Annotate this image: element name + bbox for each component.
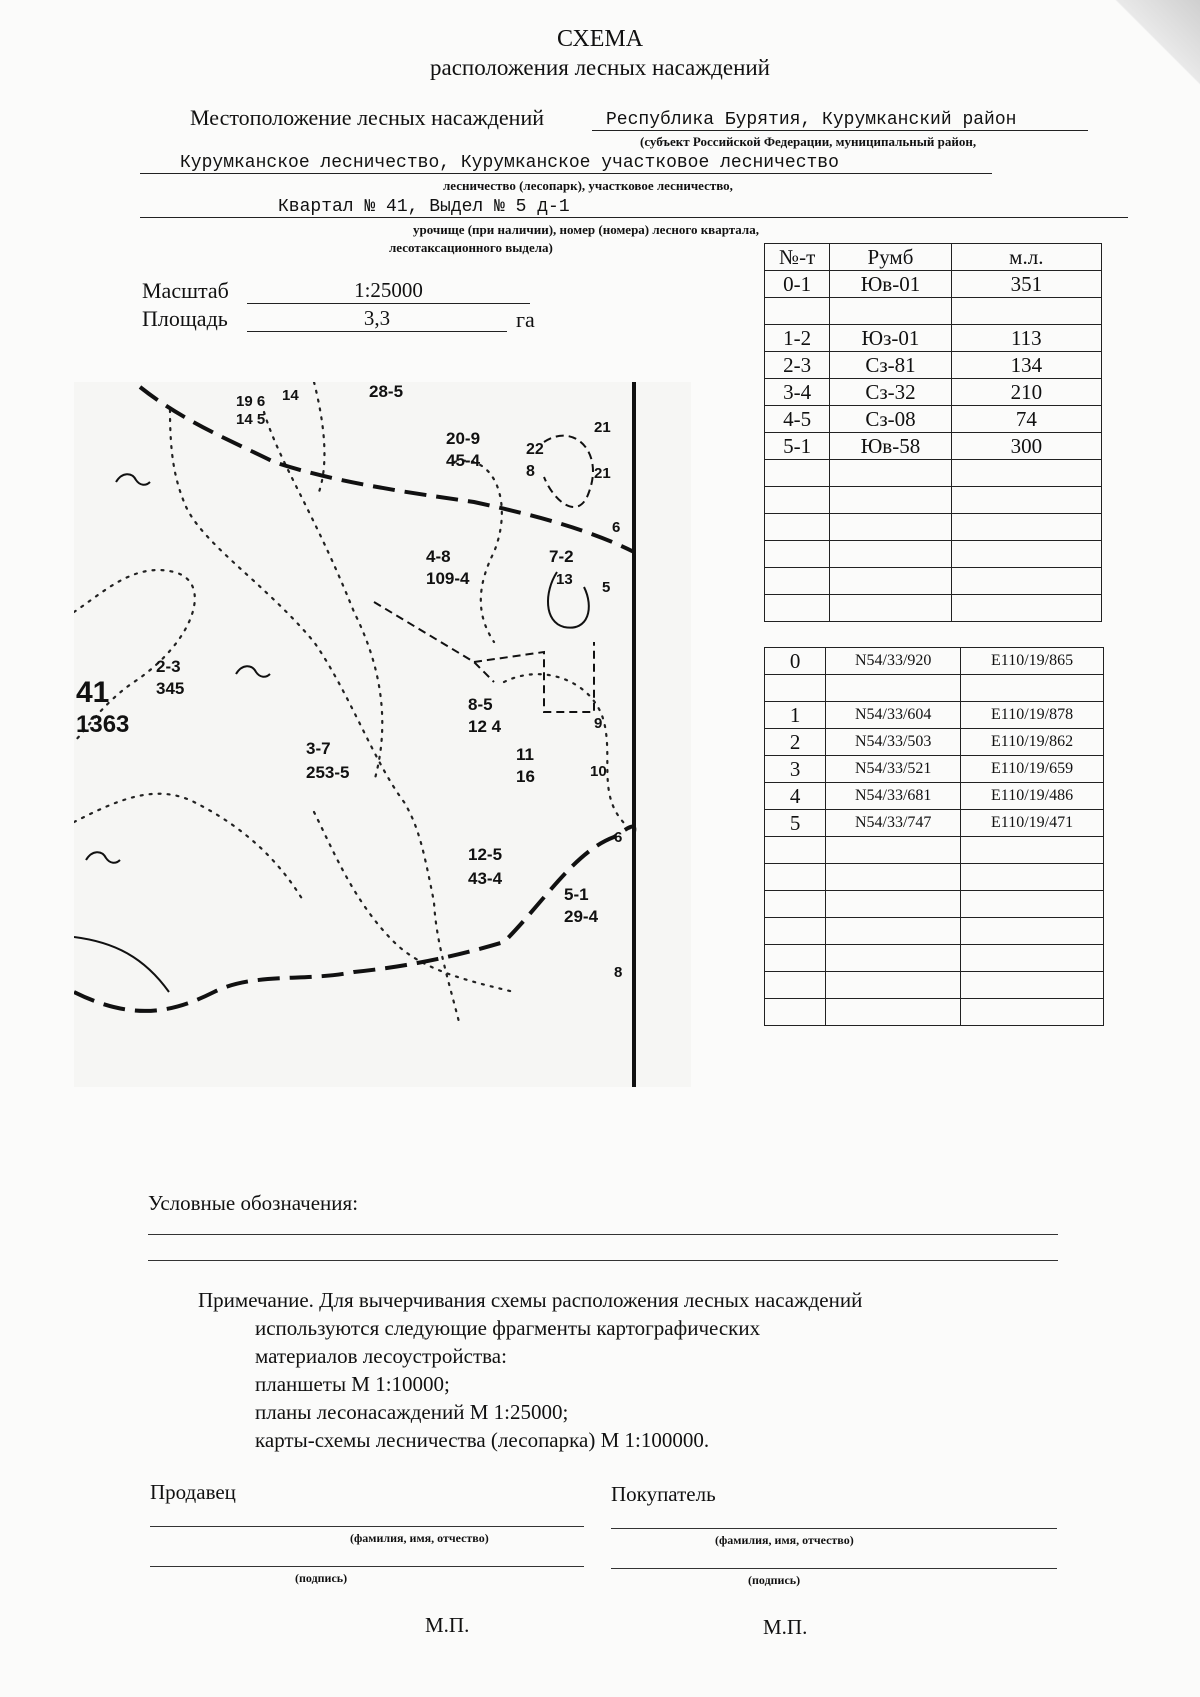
coordinates-table-row — [765, 675, 1104, 702]
coordinates-cell — [961, 891, 1104, 918]
svg-text:28-5: 28-5 — [369, 382, 404, 401]
coordinates-cell: 5 — [765, 810, 826, 837]
rhumb-cell — [765, 541, 830, 568]
coordinates-table-row — [765, 891, 1104, 918]
svg-text:1363: 1363 — [76, 711, 130, 738]
coordinates-cell: N54/33/747 — [826, 810, 961, 837]
coordinates-cell: E110/19/878 — [961, 702, 1104, 729]
rhumb-cell — [830, 298, 951, 325]
svg-text:2-3: 2-3 — [156, 657, 181, 676]
svg-text:21: 21 — [594, 465, 611, 482]
coordinates-cell — [826, 891, 961, 918]
buyer-name-line — [611, 1528, 1057, 1529]
location-forestry-field: Курумканское лесничество, Курумканское участковое лесничество — [140, 153, 992, 174]
rhumb-cell — [951, 298, 1101, 325]
rhumb-cell — [765, 487, 830, 514]
location-region-field: Республика Бурятия, Курумканский район — [592, 110, 1088, 131]
rhumb-cell — [951, 460, 1101, 487]
rhumb-cell — [951, 514, 1101, 541]
note-line-2: используются следующие фрагменты картографических — [255, 1316, 761, 1340]
coordinates-table-row — [765, 945, 1104, 972]
coordinates-cell — [961, 675, 1104, 702]
coordinates-table-row — [765, 837, 1104, 864]
coordinates-cell — [961, 999, 1104, 1026]
coordinates-cell — [765, 972, 826, 999]
scale-label: Масштаб — [142, 278, 229, 303]
seller-name-caption: (фамилия, имя, отчество) — [350, 1531, 489, 1545]
rhumb-table-row — [765, 352, 1102, 379]
rhumb-cell: Юз-01 — [830, 325, 951, 352]
rhumb-header-cell: №-т — [765, 244, 830, 271]
rhumb-cell: 0-1 — [765, 271, 830, 298]
rhumb-cell — [951, 487, 1101, 514]
svg-text:12 4: 12 4 — [468, 717, 502, 736]
coordinates-table-row — [765, 918, 1104, 945]
coordinates-cell: 3 — [765, 756, 826, 783]
rhumb-cell: 4-5 — [765, 406, 830, 433]
rhumb-cell — [951, 568, 1101, 595]
rhumb-table-row — [765, 271, 1102, 298]
svg-text:16: 16 — [516, 767, 535, 786]
map-drawing — [74, 382, 691, 1087]
scale-value: 1:25000 — [247, 278, 530, 304]
coordinates-cell: N54/33/681 — [826, 783, 961, 810]
svg-text:22: 22 — [526, 441, 544, 458]
coordinates-cell — [961, 945, 1104, 972]
svg-text:29-4: 29-4 — [564, 907, 599, 926]
coordinates-cell: 2 — [765, 729, 826, 756]
rhumb-cell: Юв-01 — [830, 271, 951, 298]
rhumb-cell: Сз-32 — [830, 379, 951, 406]
rhumb-cell: Сз-81 — [830, 352, 951, 379]
coordinates-cell: N54/33/604 — [826, 702, 961, 729]
coordinates-cell — [961, 837, 1104, 864]
coordinates-cell: E110/19/862 — [961, 729, 1104, 756]
coordinates-table-row — [765, 729, 1104, 756]
svg-text:8-5: 8-5 — [468, 695, 493, 714]
note-line-1: Примечание. Для вычерчивания схемы расположения лесных насаждений — [198, 1288, 863, 1312]
coordinates-cell — [826, 918, 961, 945]
location-region-caption: (субъект Российской Федерации, муниципальный район, — [640, 134, 977, 149]
rhumb-table-row — [765, 541, 1102, 568]
rhumb-cell: 74 — [951, 406, 1101, 433]
svg-text:21: 21 — [594, 419, 611, 436]
rhumb-cell: Юв-58 — [830, 433, 951, 460]
svg-text:45-4: 45-4 — [446, 451, 481, 470]
svg-text:253-5: 253-5 — [306, 763, 350, 782]
coordinates-cell — [826, 675, 961, 702]
note-line-4: планшеты М 1:10000; — [255, 1372, 450, 1396]
rhumb-cell — [830, 568, 951, 595]
map-solid-lines — [74, 572, 589, 992]
rhumb-table-header — [765, 244, 1102, 271]
location-label: Местоположение лесных насаждений — [190, 105, 544, 130]
seller-signature-caption: (подпись) — [295, 1571, 348, 1585]
coordinates-table-row — [765, 810, 1104, 837]
coordinates-table-row — [765, 783, 1104, 810]
rhumb-cell — [830, 541, 951, 568]
location-quarter-caption: урочище (при наличии), номер (номера) лесного квартала, — [413, 222, 759, 237]
coordinates-cell — [826, 837, 961, 864]
coordinates-cell — [826, 972, 961, 999]
location-forestry-caption: лесничество (лесопарк), участковое лесничество, — [443, 178, 733, 193]
svg-text:3-7: 3-7 — [306, 739, 331, 758]
coordinates-cell — [765, 864, 826, 891]
rhumb-cell: 134 — [951, 352, 1101, 379]
rhumb-cell — [765, 298, 830, 325]
svg-text:43-4: 43-4 — [468, 869, 503, 888]
note-line-6: карты-схемы лесничества (лесопарка) М 1:100000. — [255, 1428, 710, 1452]
seller-name-line — [150, 1526, 584, 1527]
svg-text:5: 5 — [602, 579, 611, 596]
note-line-3: материалов лесоустройства: — [255, 1344, 507, 1368]
coordinates-cell — [765, 837, 826, 864]
rhumb-table-row — [765, 568, 1102, 595]
area-label: Площадь — [142, 306, 228, 331]
coordinates-cell — [765, 945, 826, 972]
rhumb-table-row — [765, 595, 1102, 622]
coordinates-cell — [961, 972, 1104, 999]
rhumb-cell — [951, 541, 1101, 568]
buyer-signature-caption: (подпись) — [748, 1573, 801, 1587]
rhumb-cell: 113 — [951, 325, 1101, 352]
rhumb-header-cell: Румб — [830, 244, 951, 271]
rhumb-table-row — [765, 298, 1102, 325]
svg-text:6: 6 — [614, 829, 623, 846]
rhumb-cell — [830, 595, 951, 622]
rhumb-cell — [765, 514, 830, 541]
rhumb-cell: 1-2 — [765, 325, 830, 352]
rhumb-cell: 210 — [951, 379, 1101, 406]
svg-text:20-9: 20-9 — [446, 429, 481, 448]
svg-text:8: 8 — [526, 463, 535, 480]
rhumb-cell: 5-1 — [765, 433, 830, 460]
svg-text:41: 41 — [76, 676, 110, 709]
legend-line-1 — [148, 1234, 1058, 1235]
doc-title: СХЕМА — [556, 26, 644, 52]
coordinates-cell — [961, 864, 1104, 891]
buyer-signature-line — [611, 1568, 1057, 1569]
legend-label: Условные обозначения: — [148, 1191, 359, 1215]
rhumb-cell: 300 — [951, 433, 1101, 460]
rhumb-table-row — [765, 460, 1102, 487]
svg-text:11: 11 — [516, 745, 534, 764]
location-quarter-caption-2: лесотаксационного выдела) — [389, 240, 553, 255]
coordinates-table-row — [765, 702, 1104, 729]
coordinates-cell: E110/19/471 — [961, 810, 1104, 837]
rhumb-table-row — [765, 325, 1102, 352]
coordinates-cell: E110/19/486 — [961, 783, 1104, 810]
rhumb-table-row — [765, 487, 1102, 514]
coordinates-cell: E110/19/659 — [961, 756, 1104, 783]
svg-text:7-2: 7-2 — [549, 547, 574, 566]
coordinates-cell: N54/33/920 — [826, 648, 961, 675]
svg-text:6: 6 — [612, 519, 621, 536]
svg-text:8: 8 — [614, 964, 623, 981]
rhumb-cell — [830, 487, 951, 514]
svg-text:9: 9 — [594, 715, 603, 732]
svg-text:14: 14 — [282, 387, 299, 404]
rhumb-cell: Сз-08 — [830, 406, 951, 433]
seller-label: Продавец — [150, 1480, 236, 1504]
coordinates-cell — [826, 864, 961, 891]
coordinates-table-row — [765, 756, 1104, 783]
svg-text:109-4: 109-4 — [426, 569, 470, 588]
rhumb-table — [764, 243, 1102, 622]
coordinates-cell — [961, 918, 1104, 945]
rhumb-table-row — [765, 514, 1102, 541]
rhumb-table-row — [765, 379, 1102, 406]
coordinates-cell — [826, 945, 961, 972]
svg-text:13: 13 — [556, 571, 573, 588]
buyer-name-caption: (фамилия, имя, отчество) — [715, 1533, 854, 1547]
rhumb-cell — [830, 514, 951, 541]
forest-map — [74, 382, 691, 1087]
note-line-5: планы лесонасаждений М 1:25000; — [255, 1400, 569, 1424]
map-dotted-boundaries — [74, 382, 634, 1022]
rhumb-cell: 351 — [951, 271, 1101, 298]
rhumb-cell — [830, 460, 951, 487]
map-labels — [76, 382, 622, 981]
area-unit: га — [516, 307, 535, 332]
note-block — [198, 1286, 1018, 1454]
coordinates-cell: E110/19/865 — [961, 648, 1104, 675]
coordinates-cell — [765, 891, 826, 918]
coordinates-cell: 0 — [765, 648, 826, 675]
coordinates-cell: 1 — [765, 702, 826, 729]
svg-text:14 5: 14 5 — [236, 411, 266, 428]
location-quarter-field: Квартал № 41, Выдел № 5 д-1 — [140, 197, 1128, 218]
svg-text:12-5: 12-5 — [468, 845, 503, 864]
rhumb-cell: 3-4 — [765, 379, 830, 406]
rhumb-cell — [765, 460, 830, 487]
coordinates-table — [764, 647, 1104, 1026]
svg-text:345: 345 — [156, 679, 185, 698]
rhumb-cell — [765, 568, 830, 595]
coordinates-cell: N54/33/503 — [826, 729, 961, 756]
seller-signature-line — [150, 1566, 584, 1567]
rhumb-cell — [951, 595, 1101, 622]
rhumb-cell: 2-3 — [765, 352, 830, 379]
legend-line-2 — [148, 1260, 1058, 1261]
seller-stamp: М.П. — [425, 1613, 470, 1637]
coordinates-table-row — [765, 864, 1104, 891]
coordinates-table-row — [765, 999, 1104, 1026]
coordinates-cell: 4 — [765, 783, 826, 810]
rhumb-table-row — [765, 433, 1102, 460]
coordinates-cell — [765, 675, 826, 702]
coordinates-cell — [826, 999, 961, 1026]
rhumb-table-row — [765, 406, 1102, 433]
doc-subtitle: расположения лесных насаждений — [430, 55, 770, 80]
buyer-stamp: М.П. — [763, 1615, 808, 1639]
area-value: 3,3 — [247, 306, 507, 332]
coordinates-cell: N54/33/521 — [826, 756, 961, 783]
coordinates-cell — [765, 918, 826, 945]
svg-text:10: 10 — [590, 763, 607, 780]
rhumb-cell — [765, 595, 830, 622]
buyer-label: Покупатель — [611, 1482, 716, 1506]
svg-text:4-8: 4-8 — [426, 547, 451, 566]
svg-text:5-1: 5-1 — [564, 885, 589, 904]
rhumb-header-cell: м.л. — [951, 244, 1101, 271]
svg-text:19 6: 19 6 — [236, 393, 266, 410]
coordinates-cell — [765, 999, 826, 1026]
coordinates-table-row — [765, 648, 1104, 675]
map-dashed-boundaries — [74, 387, 634, 1011]
coordinates-table-row — [765, 972, 1104, 999]
